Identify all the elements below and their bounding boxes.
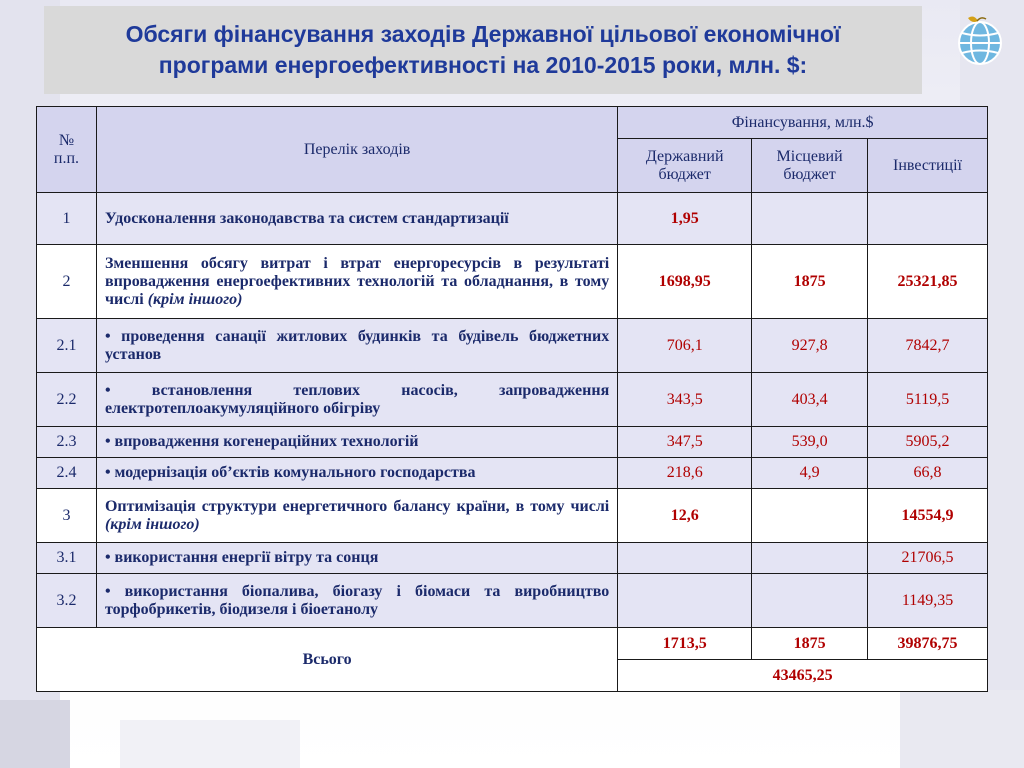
row-text: Удосконалення законодавства та систем стандартизації bbox=[96, 193, 617, 245]
row-local: 4,9 bbox=[752, 458, 868, 489]
table-row bbox=[37, 373, 988, 427]
row-state: 218,6 bbox=[618, 458, 752, 489]
globe-leaf-icon bbox=[948, 12, 1012, 68]
row-text-extra: (крім іншого) bbox=[147, 290, 243, 308]
row-text: • використання біопалива, біогазу і біомаси та виробництво торфобрикетів, біодизеля і біоетанолу bbox=[96, 574, 617, 628]
header-local-budget: Місцевий бюджет bbox=[752, 139, 868, 193]
background-stripe bbox=[0, 700, 70, 768]
header-financing: Фінансування, млн.$ bbox=[618, 107, 988, 139]
row-local: 539,0 bbox=[752, 427, 868, 458]
row-state bbox=[618, 543, 752, 574]
row-local: 927,8 bbox=[752, 319, 868, 373]
row-text: • встановлення теплових насосів, запровадження електротеплоакумуляційного обігріву bbox=[96, 373, 617, 427]
table-row bbox=[37, 193, 988, 245]
title-line-1: Обсяги фінансування заходів Державної цільової економічної bbox=[125, 21, 841, 47]
row-local: 1875 bbox=[752, 245, 868, 319]
row-text-extra: (крім іншого) bbox=[104, 515, 200, 533]
row-text: • проведення санації житлових будинків та будівель бюджетних установ bbox=[96, 319, 617, 373]
row-text: • використання енергії вітру та сонця bbox=[96, 543, 617, 574]
row-num: 2 bbox=[37, 245, 97, 319]
row-state: 1,95 bbox=[618, 193, 752, 245]
header-investments: Інвестиції bbox=[868, 139, 988, 193]
row-invest: 5905,2 bbox=[868, 427, 988, 458]
total-invest: 39876,75 bbox=[868, 628, 988, 660]
row-state: 343,5 bbox=[618, 373, 752, 427]
row-local bbox=[752, 543, 868, 574]
row-num: 3.2 bbox=[37, 574, 97, 628]
grand-total: 43465,25 bbox=[618, 660, 988, 692]
table-row bbox=[37, 245, 988, 319]
row-text: • впровадження когенераційних технологій bbox=[96, 427, 617, 458]
row-state: 12,6 bbox=[618, 489, 752, 543]
table-row bbox=[37, 319, 988, 373]
background-stripe bbox=[120, 720, 300, 768]
table-row bbox=[37, 427, 988, 458]
row-invest bbox=[868, 193, 988, 245]
row-invest: 14554,9 bbox=[868, 489, 988, 543]
header-num: № п.п. bbox=[37, 107, 97, 193]
row-invest: 5119,5 bbox=[868, 373, 988, 427]
table-row bbox=[37, 489, 988, 543]
background-stripe bbox=[900, 690, 1024, 768]
total-local: 1875 bbox=[752, 628, 868, 660]
table-row bbox=[37, 543, 988, 574]
row-invest: 25321,85 bbox=[868, 245, 988, 319]
table-row bbox=[37, 574, 988, 628]
row-text: • модернізація об’єктів комунального господарства bbox=[96, 458, 617, 489]
row-state: 347,5 bbox=[618, 427, 752, 458]
row-invest: 66,8 bbox=[868, 458, 988, 489]
row-num: 2.4 bbox=[37, 458, 97, 489]
row-num: 3.1 bbox=[37, 543, 97, 574]
title-line-2: програми енергоефективності на 2010-2015 роки, млн. $: bbox=[158, 52, 808, 78]
total-state: 1713,5 bbox=[618, 628, 752, 660]
row-invest: 21706,5 bbox=[868, 543, 988, 574]
row-local bbox=[752, 489, 868, 543]
header-row bbox=[37, 107, 988, 139]
slide-title bbox=[44, 6, 922, 94]
row-text: Зменшення обсягу витрат і втрат енергоресурсів в результаті впровадження енергоефективних технологій та обладнання, в тому числі (крім іншого) bbox=[96, 245, 617, 319]
header-measures: Перелік заходів bbox=[96, 107, 617, 193]
row-state: 1698,95 bbox=[618, 245, 752, 319]
row-invest: 1149,35 bbox=[868, 574, 988, 628]
row-num: 2.3 bbox=[37, 427, 97, 458]
row-invest: 7842,7 bbox=[868, 319, 988, 373]
financing-table bbox=[36, 106, 988, 692]
row-num: 2.2 bbox=[37, 373, 97, 427]
row-num: 3 bbox=[37, 489, 97, 543]
total-row bbox=[37, 628, 988, 660]
header-state-budget: Державний бюджет bbox=[618, 139, 752, 193]
row-local bbox=[752, 193, 868, 245]
row-state bbox=[618, 574, 752, 628]
row-local: 403,4 bbox=[752, 373, 868, 427]
table-row bbox=[37, 458, 988, 489]
row-local bbox=[752, 574, 868, 628]
row-text: Оптимізація структури енергетичного балансу країни, в тому числі (крім іншого) bbox=[96, 489, 617, 543]
row-num: 2.1 bbox=[37, 319, 97, 373]
row-num: 1 bbox=[37, 193, 97, 245]
row-state: 706,1 bbox=[618, 319, 752, 373]
total-label: Всього bbox=[37, 628, 618, 692]
